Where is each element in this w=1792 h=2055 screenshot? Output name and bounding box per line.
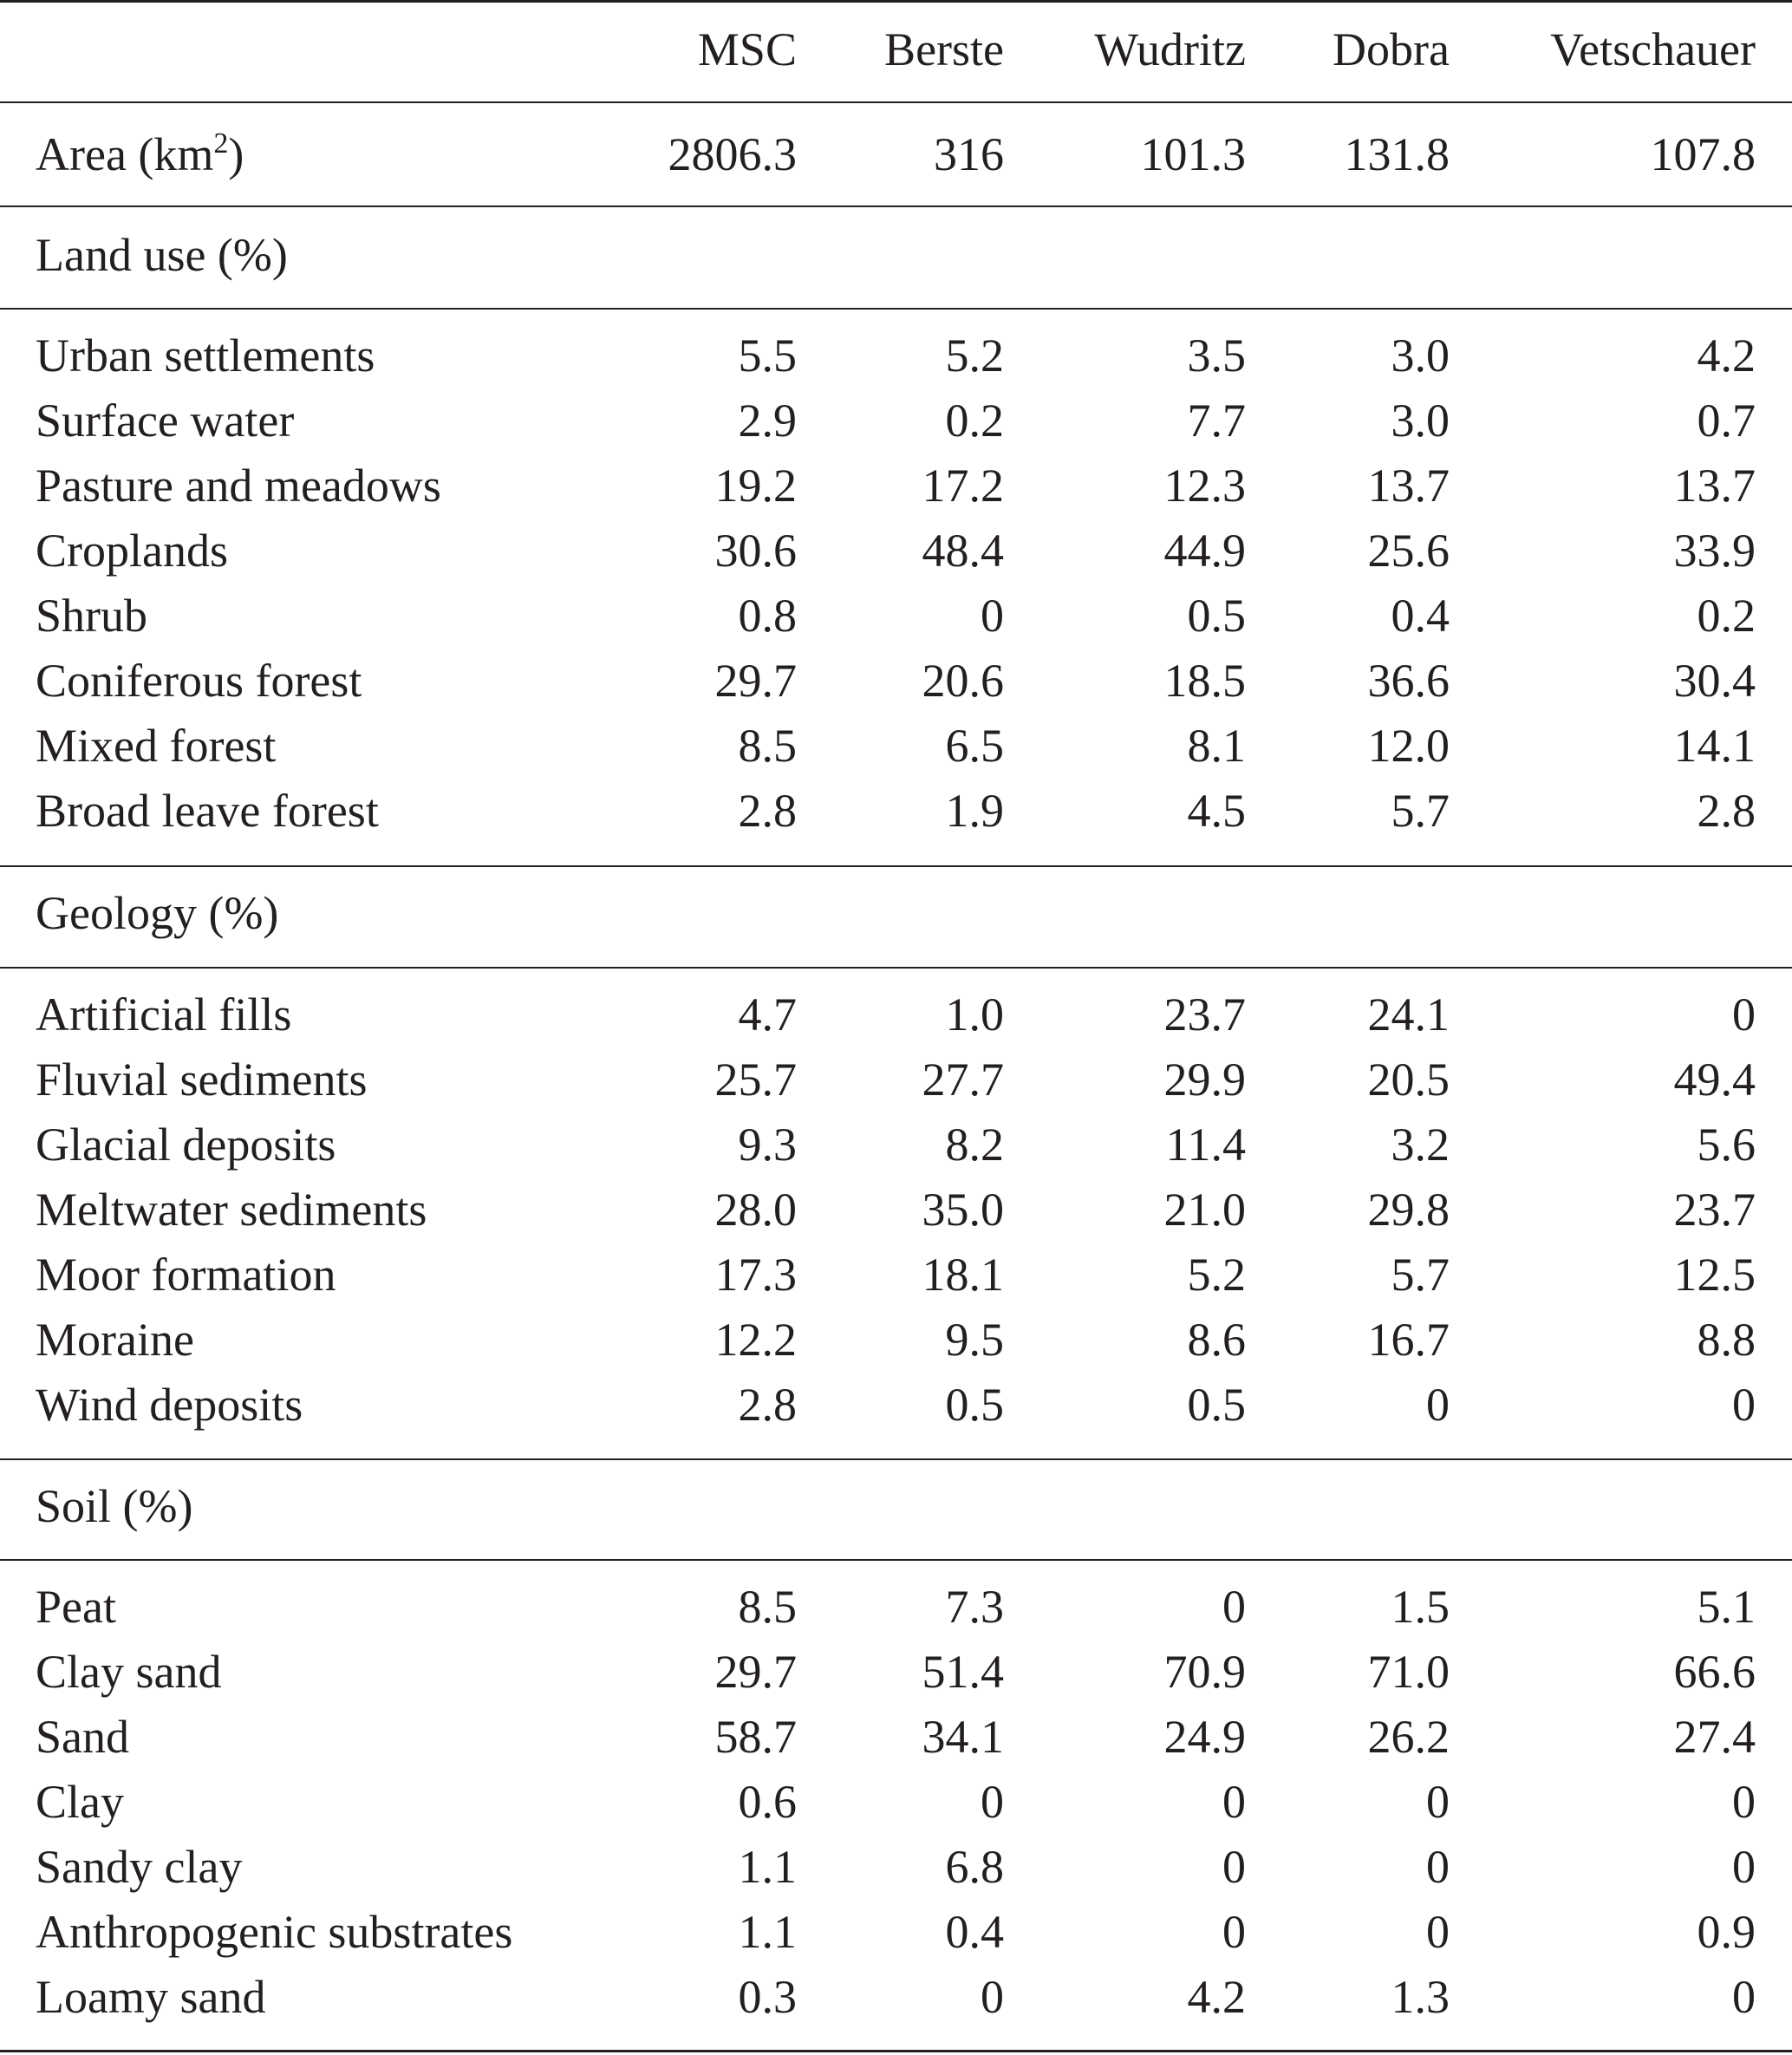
table-row <box>0 388 1792 453</box>
cell-berste: 0.4 <box>945 1906 1004 1958</box>
cell-dobra: 12.0 <box>1367 720 1450 772</box>
cell-dobra: 29.8 <box>1367 1184 1450 1236</box>
table-row <box>0 1112 1792 1178</box>
cell-dobra: 0 <box>1426 1776 1450 1828</box>
row-label: Shrub <box>36 590 148 642</box>
cell-msc: 58.7 <box>714 1711 797 1763</box>
table-row <box>0 648 1792 714</box>
cell-msc: 8.5 <box>738 720 797 772</box>
cell-dobra: 5.7 <box>1391 785 1450 837</box>
row-label: Loamy sand <box>36 1971 266 2023</box>
cell-vetschauer: 33.9 <box>1673 525 1756 577</box>
area-label <box>36 121 244 187</box>
cell-dobra: 25.6 <box>1367 525 1450 577</box>
cell-berste: 51.4 <box>922 1646 1004 1698</box>
table-row <box>0 1834 1792 1900</box>
cell-berste: 20.6 <box>922 655 1004 707</box>
section-title: Land use (%) <box>36 229 288 281</box>
table-row <box>0 583 1792 649</box>
cell-berste: 7.3 <box>945 1581 1004 1633</box>
row-label: Broad leave forest <box>36 785 379 837</box>
cell-berste: 5.2 <box>945 329 1004 382</box>
table-row <box>0 1242 1792 1308</box>
area-label-suffix: ) <box>228 128 244 180</box>
column-header-msc: MSC <box>697 23 797 75</box>
cell-berste: 27.7 <box>922 1054 1004 1106</box>
cell-dobra: 71.0 <box>1367 1646 1450 1698</box>
section-rule <box>0 865 1792 867</box>
column-header-vetschauer: Vetschauer <box>1550 23 1756 75</box>
row-label: Moor formation <box>36 1249 336 1301</box>
cell-wudritz: 29.9 <box>1163 1054 1246 1106</box>
cell-msc: 12.2 <box>714 1314 797 1366</box>
section-title-rule <box>0 967 1792 969</box>
cell-berste: 17.2 <box>922 460 1004 512</box>
cell-dobra: 3.2 <box>1391 1119 1450 1171</box>
row-label: Clay <box>36 1776 124 1828</box>
cell-msc: 5.5 <box>738 329 797 382</box>
cell-msc: 30.6 <box>714 525 797 577</box>
cell-vetschauer: 49.4 <box>1673 1054 1756 1106</box>
row-label: Glacial deposits <box>36 1119 336 1171</box>
cell-wudritz: 12.3 <box>1163 460 1246 512</box>
cell-msc: 2.8 <box>738 785 797 837</box>
row-label: Croplands <box>36 525 228 577</box>
cell-dobra: 0 <box>1426 1906 1450 1958</box>
cell-berste: 6.5 <box>945 720 1004 772</box>
table-row <box>0 1047 1792 1112</box>
table-row <box>0 323 1792 388</box>
row-label: Sand <box>36 1711 129 1763</box>
cell-dobra: 0.4 <box>1391 590 1450 642</box>
cell-berste: 34.1 <box>922 1711 1004 1763</box>
cell-msc: 1.1 <box>738 1906 797 1958</box>
cell-msc: 2.9 <box>738 395 797 447</box>
area-label-superscript: 2 <box>213 127 229 160</box>
cell-berste: 9.5 <box>945 1314 1004 1366</box>
cell-vetschauer: 13.7 <box>1673 460 1756 512</box>
area-label-prefix: Area (km <box>36 128 214 180</box>
row-label: Artificial fills <box>36 988 292 1041</box>
cell-vetschauer: 0 <box>1732 1379 1756 1431</box>
cell-wudritz: 4.5 <box>1187 785 1246 837</box>
cell-wudritz: 3.5 <box>1187 329 1246 382</box>
section-title-row <box>0 1473 1792 1539</box>
row-label: Peat <box>36 1581 116 1633</box>
cell-wudritz: 70.9 <box>1163 1646 1246 1698</box>
cell-msc: 1.1 <box>738 1841 797 1893</box>
row-label: Coniferous forest <box>36 655 362 707</box>
table-row <box>0 518 1792 584</box>
cell-msc: 17.3 <box>714 1249 797 1301</box>
row-label: Mixed forest <box>36 720 277 772</box>
section-title-row <box>0 880 1792 946</box>
cell-dobra: 1.5 <box>1391 1581 1450 1633</box>
cell-dobra: 0 <box>1426 1379 1450 1431</box>
cell-dobra: 20.5 <box>1367 1054 1450 1106</box>
cell-wudritz: 44.9 <box>1163 525 1246 577</box>
cell-berste: 8.2 <box>945 1119 1004 1171</box>
area-value-vetschauer: 107.8 <box>1650 128 1756 180</box>
cell-wudritz: 21.0 <box>1163 1184 1246 1236</box>
section-title-row <box>0 222 1792 288</box>
row-label: Wind deposits <box>36 1379 303 1431</box>
cell-vetschauer: 0 <box>1732 1776 1756 1828</box>
cell-wudritz: 5.2 <box>1187 1249 1246 1301</box>
cell-msc: 9.3 <box>738 1119 797 1171</box>
table-row <box>0 1704 1792 1770</box>
header-rule <box>0 101 1792 103</box>
cell-wudritz: 0 <box>1222 1776 1246 1828</box>
table-row <box>0 982 1792 1047</box>
cell-berste: 6.8 <box>945 1841 1004 1893</box>
cell-vetschauer: 0 <box>1732 1841 1756 1893</box>
table-row <box>0 1177 1792 1243</box>
row-label: Meltwater sediments <box>36 1184 427 1236</box>
cell-vetschauer: 5.6 <box>1697 1119 1756 1171</box>
cell-vetschauer: 27.4 <box>1673 1711 1756 1763</box>
table-row <box>0 778 1792 844</box>
cell-vetschauer: 0.7 <box>1697 395 1756 447</box>
cell-berste: 0 <box>981 590 1004 642</box>
cell-berste: 0.5 <box>945 1379 1004 1431</box>
column-header-wudritz: Wudritz <box>1094 23 1246 75</box>
table-row <box>0 1964 1792 2030</box>
cell-wudritz: 4.2 <box>1187 1971 1246 2023</box>
cell-wudritz: 0.5 <box>1187 590 1246 642</box>
cell-dobra: 0 <box>1426 1841 1450 1893</box>
cell-vetschauer: 0.9 <box>1697 1906 1756 1958</box>
section-rule <box>0 1458 1792 1460</box>
cell-berste: 0 <box>981 1971 1004 2023</box>
table-row <box>0 1899 1792 1965</box>
cell-wudritz: 0.5 <box>1187 1379 1246 1431</box>
cell-msc: 4.7 <box>738 988 797 1041</box>
cell-msc: 0.6 <box>738 1776 797 1828</box>
table-row <box>0 453 1792 519</box>
section-title: Geology (%) <box>36 887 279 939</box>
area-value-wudritz: 101.3 <box>1140 128 1246 180</box>
cell-msc: 25.7 <box>714 1054 797 1106</box>
table-row <box>0 1574 1792 1640</box>
row-label: Fluvial sediments <box>36 1054 368 1106</box>
section-title: Soil (%) <box>36 1480 193 1532</box>
table-row <box>0 713 1792 779</box>
cell-dobra: 26.2 <box>1367 1711 1450 1763</box>
row-label: Pasture and meadows <box>36 460 441 512</box>
cell-wudritz: 23.7 <box>1163 988 1246 1041</box>
cell-msc: 29.7 <box>714 655 797 707</box>
cell-vetschauer: 0.2 <box>1697 590 1756 642</box>
cell-berste: 18.1 <box>922 1249 1004 1301</box>
cell-wudritz: 7.7 <box>1187 395 1246 447</box>
cell-vetschauer: 8.8 <box>1697 1314 1756 1366</box>
area-row <box>0 121 1792 187</box>
cell-vetschauer: 30.4 <box>1673 655 1756 707</box>
area-value-dobra: 131.8 <box>1344 128 1450 180</box>
column-header-berste: Berste <box>884 23 1004 75</box>
cell-msc: 29.7 <box>714 1646 797 1698</box>
section-title-rule <box>0 308 1792 310</box>
cell-berste: 35.0 <box>922 1184 1004 1236</box>
cell-berste: 48.4 <box>922 525 1004 577</box>
cell-dobra: 1.3 <box>1391 1971 1450 2023</box>
cell-berste: 0.2 <box>945 395 1004 447</box>
cell-vetschauer: 66.6 <box>1673 1646 1756 1698</box>
area-value-berste: 316 <box>934 128 1004 180</box>
cell-berste: 1.9 <box>945 785 1004 837</box>
header-row <box>0 16 1792 82</box>
cell-dobra: 24.1 <box>1367 988 1450 1041</box>
cell-wudritz: 0 <box>1222 1906 1246 1958</box>
area-value-msc: 2806.3 <box>668 128 797 180</box>
cell-vetschauer: 2.8 <box>1697 785 1756 837</box>
cell-wudritz: 0 <box>1222 1841 1246 1893</box>
table-row <box>0 1639 1792 1705</box>
row-label: Clay sand <box>36 1646 222 1698</box>
cell-wudritz: 8.6 <box>1187 1314 1246 1366</box>
section-rule <box>0 206 1792 207</box>
cell-wudritz: 8.1 <box>1187 720 1246 772</box>
cell-dobra: 3.0 <box>1391 395 1450 447</box>
cell-berste: 1.0 <box>945 988 1004 1041</box>
row-label: Sandy clay <box>36 1841 243 1893</box>
cell-msc: 0.8 <box>738 590 797 642</box>
cell-vetschauer: 0 <box>1732 988 1756 1041</box>
top-rule <box>0 0 1792 3</box>
cell-msc: 2.8 <box>738 1379 797 1431</box>
cell-msc: 28.0 <box>714 1184 797 1236</box>
cell-dobra: 5.7 <box>1391 1249 1450 1301</box>
table-row <box>0 1372 1792 1438</box>
cell-msc: 0.3 <box>738 1971 797 2023</box>
cell-vetschauer: 23.7 <box>1673 1184 1756 1236</box>
cell-msc: 8.5 <box>738 1581 797 1633</box>
cell-vetschauer: 12.5 <box>1673 1249 1756 1301</box>
cell-wudritz: 11.4 <box>1165 1119 1246 1171</box>
row-label: Anthropogenic substrates <box>36 1906 513 1958</box>
cell-dobra: 16.7 <box>1367 1314 1450 1366</box>
cell-wudritz: 18.5 <box>1163 655 1246 707</box>
bottom-rule <box>0 2050 1792 2052</box>
cell-vetschauer: 4.2 <box>1697 329 1756 382</box>
section-title-rule <box>0 1559 1792 1561</box>
table-row <box>0 1769 1792 1835</box>
table-row <box>0 1307 1792 1373</box>
cell-dobra: 36.6 <box>1367 655 1450 707</box>
cell-wudritz: 24.9 <box>1163 1711 1246 1763</box>
cell-wudritz: 0 <box>1222 1581 1246 1633</box>
row-label: Surface water <box>36 395 295 447</box>
cell-vetschauer: 5.1 <box>1697 1581 1756 1633</box>
cell-dobra: 13.7 <box>1367 460 1450 512</box>
column-header-dobra: Dobra <box>1333 23 1450 75</box>
cell-msc: 19.2 <box>714 460 797 512</box>
row-label: Moraine <box>36 1314 194 1366</box>
cell-berste: 0 <box>981 1776 1004 1828</box>
cell-vetschauer: 14.1 <box>1673 720 1756 772</box>
row-label: Urban settlements <box>36 329 375 382</box>
cell-vetschauer: 0 <box>1732 1971 1756 2023</box>
cell-dobra: 3.0 <box>1391 329 1450 382</box>
